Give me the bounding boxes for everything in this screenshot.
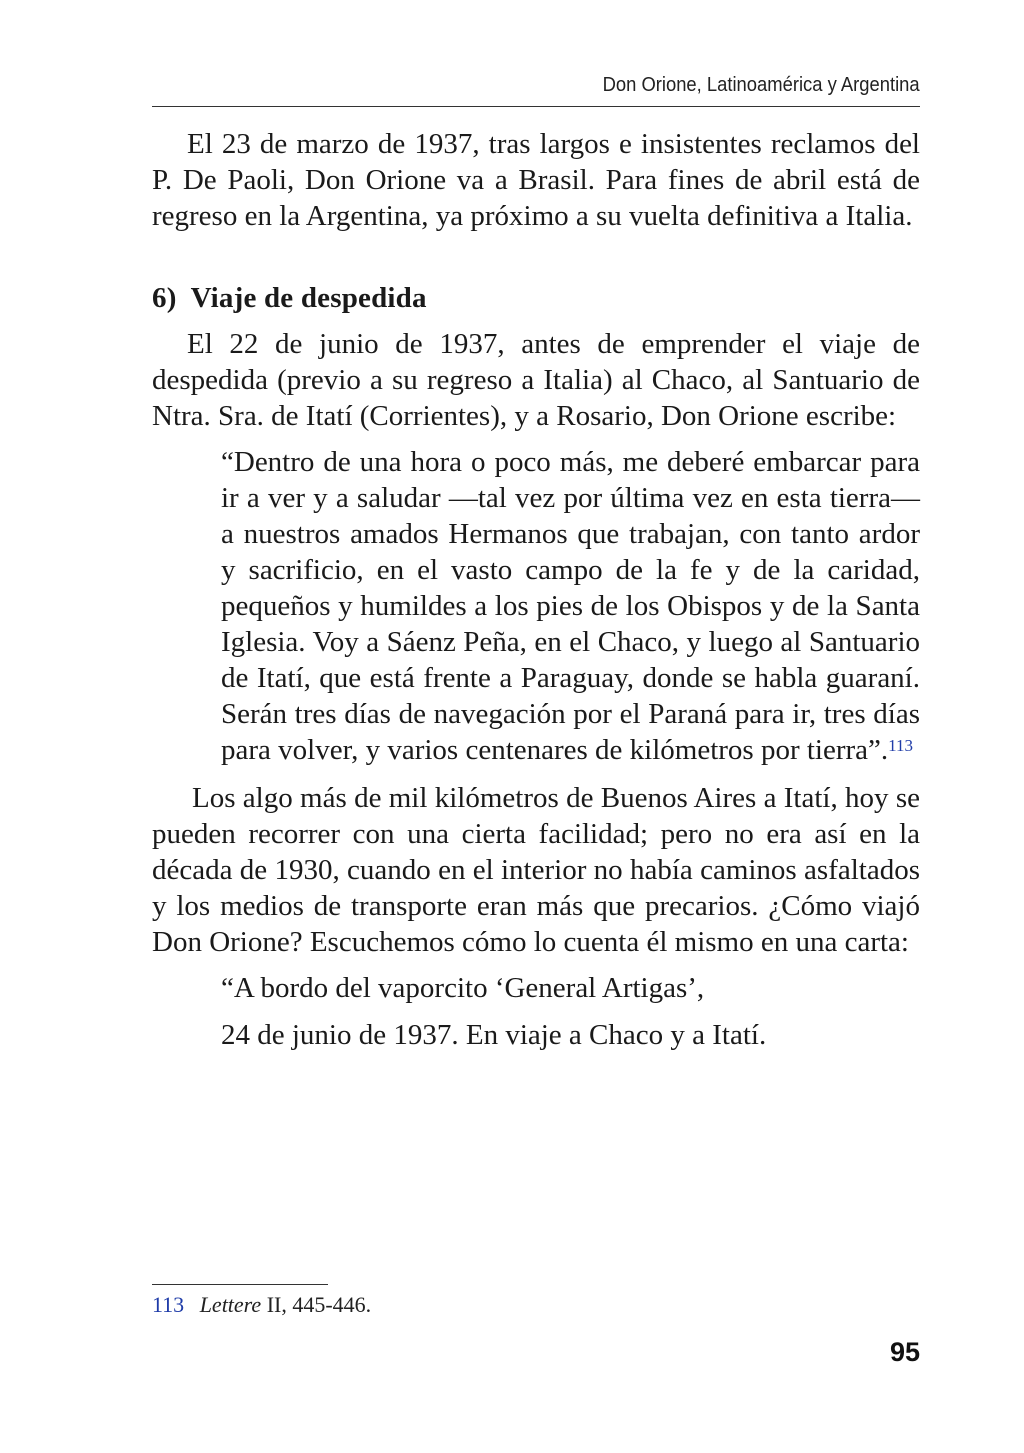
book-page bbox=[152, 0, 920, 1453]
letter-dateline-2: 24 de junio de 1937. En viaje a Chaco y a Itatí. bbox=[221, 1019, 767, 1051]
footnote-rule bbox=[152, 1284, 328, 1285]
footnote-ref-113[interactable]: 113 bbox=[888, 736, 914, 755]
running-head: Don Orione, Latinoamérica y Argentina bbox=[602, 74, 920, 96]
quote-text: “Dentro de una hora o poco más, me deberé embarcar para ir a ver y a saludar —tal vez por última vez en esta tierra— a nuestros amados Hermanos que trabajan, con tanto ardor y sacrificio, en el vasto campo de la fe y de la caridad, pequeños y humildes a los pies de los Obispos y de la Santa Iglesia. Voy a Sáenz Peña, en el Chaco, y luego al Santuario de Itatí, que está frente a Paraguay, donde se habla guaraní. Serán tres días de navegación por el Paraná para ir, tres días para volver, y varios centenares de kilómetros por tierra”. bbox=[221, 446, 920, 766]
footnote-number[interactable]: 113 bbox=[152, 1292, 185, 1317]
letter-dateline-1: “A bordo del vaporcito ‘General Artigas’, bbox=[221, 972, 705, 1004]
paragraph-3: Los algo más de mil kilómetros de Buenos Aires a Itatí, hoy se pueden recorrer con una cierta facilidad; pero no era así en la década de 1930, cuando en el interior no había caminos asfaltados y los medios de transporte eran más que precarios. ¿Cómo viajó Don Orione? Escuchemos cómo lo cuenta él mismo en una carta: bbox=[152, 782, 920, 958]
body-text bbox=[152, 126, 920, 1053]
paragraph-2: El 22 de junio de 1937, antes de emprender el viaje de despedida (previo a su regreso a Italia) al Chaco, al Santuario de Ntra. Sra. de Itatí (Corrientes), y a Rosario, Don Orione escribe: bbox=[152, 328, 920, 432]
paragraph-1: El 23 de marzo de 1937, tras largos e insistentes reclamos del P. De Paoli, Don Orione va a Brasil. Para fines de abril está de regreso en la Argentina, ya próximo a su vuelta definitiva a Italia. bbox=[152, 128, 920, 232]
page-number: 95 bbox=[889, 1337, 920, 1367]
section-heading bbox=[152, 280, 920, 316]
header-rule bbox=[152, 106, 920, 107]
block-quote bbox=[221, 444, 920, 768]
footnote-113 bbox=[152, 1292, 371, 1318]
section-number: 6) bbox=[152, 282, 177, 314]
section-title: Viaje de despedida bbox=[190, 282, 427, 314]
footnote-ref: II, 445-446. bbox=[266, 1292, 372, 1317]
footnote-title: Lettere bbox=[199, 1292, 262, 1317]
